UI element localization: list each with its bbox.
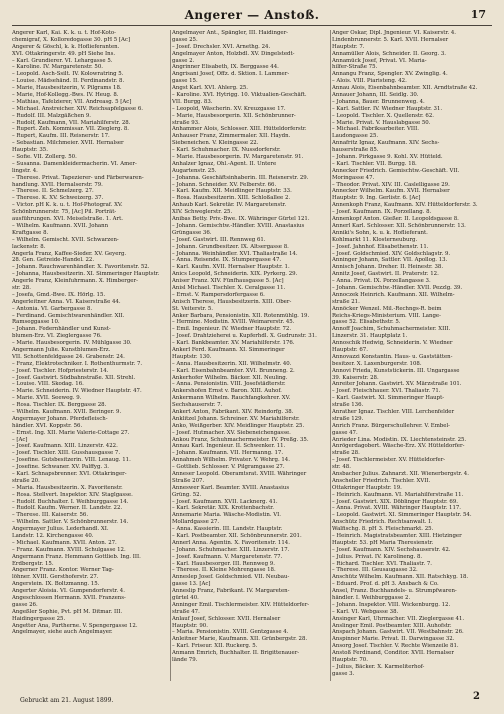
directory-entry: Anneslep Josef. Goldschmied. VII. Neubau- <box>172 574 290 581</box>
directory-entry: Anlauf Josef, Schlosser. XVII. Hernalser <box>172 615 281 622</box>
directory-entry: – Marie. Privat. V. Hauslabgasse 50. <box>332 119 431 126</box>
directory-entry: – Michael. Kaufmann. XVII. Anton. 27. <box>12 539 117 546</box>
directory-entry: Angrinner Elisabeth, IX. Berggasse 44. <box>172 64 279 71</box>
directory-entry: Angelmayer Anton, Holzbdl. XV. Dingelstedt- <box>172 50 295 57</box>
directory-entry: Annoczek Heinrich. Kaufmann. XII. Wilhelm- <box>332 291 455 298</box>
directory-entry: Ankou Franz, Schuhmachermeister. IV. Preßg. 35. <box>172 436 309 443</box>
directory-entry: – Rosa. Tischler. IX. Berggasse 28. <box>12 402 107 409</box>
directory-entry: Aniser Franz. XIV. Fünfhausgasse 5. [Ac] <box>172 278 284 285</box>
directory-entry: – Josef. Kaufmann. XIII. Linzerstr. 422. <box>12 443 118 450</box>
directory-entry: Anneser Leopold. Oberamtsrat. XVIII. Währinger <box>172 471 307 477</box>
directory-entry: – Therese. III. Kaiserstr. 56. <box>12 512 89 519</box>
directory-entry: – Karl. Gastwirt. XI. Simmeringer Haupt- <box>332 395 445 402</box>
directory-entry: Anrather Ignaz. Tischler. VIII. Lerchenfelder <box>332 408 455 415</box>
directory-entry: Angelmayer Ant., Spängler, III. Haidinger- <box>172 30 288 36</box>
directory-entry: – Alois. VIII. Piaristeng. 42. <box>332 78 407 85</box>
directory-entry: str. 28. <box>12 284 31 291</box>
directory-entry: – Maria. Pensionistin. XVIII. Gentzgasse 4. <box>172 629 289 636</box>
directory-entry: – Emil. Ingenieur. IV. Wiedner Hauptstr. 72. <box>172 326 292 333</box>
directory-entry: – Johann. Gemischtw.-Händler. XVIII. Anastasius <box>172 222 305 229</box>
directory-entry: – Josef. Gastwirt. XIX. Döblinger Hauptstr. 69. <box>332 498 458 505</box>
directory-entry: Annoschik Hedwig, Schneiderin. V. Wiedner <box>332 340 453 347</box>
directory-entry: – Karl. Postbeamter. XII. Schönbrunnerstr. 201. <box>172 533 302 540</box>
directory-entry: Landstr. 12. Kirchengasse 40. <box>12 533 94 540</box>
directory-entry: Hauptstr. 90. <box>172 622 208 629</box>
directory-entry: Angerner Franz. Kontor. Werner Tag- <box>12 567 114 574</box>
directory-entry: löhner. XVIII. Gersthoferstr. 27. <box>12 574 99 581</box>
directory-entry: – Sofie. VII. Zollerg. 50. <box>12 154 77 161</box>
directory-entry: – Gottlieb. Schlosser. V. Pilgramgasse 27. <box>172 464 285 471</box>
directory-entry: – Theodor. Privat. XIV. III. Caslelligasse 29. <box>332 181 450 188</box>
directory-entry: Anko, Weißgerber. XIV. Meidlinger Hauptstr. 25. <box>172 422 305 429</box>
directory-entry: Sechshauserstr. 7. <box>172 402 223 409</box>
directory-entry: – Karl. VI. Webgasse 38. <box>332 608 399 615</box>
directory-entry: – Josef. Fleischhauer. XVI. Thaliastr. 71. <box>332 388 441 395</box>
directory-entry: – Karl. Schnapsbrenner. XVI. Ottakringer- <box>12 471 127 477</box>
directory-entry: Annamüller Alois, Schneider. II. Georg. 3. <box>332 50 446 57</box>
directory-entry: VII. Schottenfeldgasse 24. Grabenstr. 24. <box>12 353 125 360</box>
directory-entry: – Wilhelm. Gemischt. XVII. Schwarzen- <box>12 236 119 243</box>
directory-entry: Anninger Emil. Tischlermeister. XIV. Hütteldorfer- <box>172 601 310 608</box>
directory-entry: – Karl. Grundierer. VI. Lehargasse 5. <box>12 57 113 64</box>
directory-entry: Annafritz Ignaz, Kaufmann. XIV. Sechs- <box>332 140 440 147</box>
directory-entry: Annau Alois, Eisenbahnbeamter. XII. Arndtstraße 42. <box>332 85 478 92</box>
directory-entry: Anhalzer Ignaz, Ohl.-Agent. II. Untere <box>172 160 277 167</box>
directory-entry: – Leopold. Asch-Ssilt. IV. Kolowratring 5. <box>12 71 124 78</box>
sheet-mark: 2 <box>473 691 480 702</box>
directory-entry: – Rudolf, Kaufmann, VII. Mariahilferstr. 28. <box>12 119 131 126</box>
directory-entry: gasse 25. <box>172 36 198 43</box>
directory-entry: Anneswer Karl. Beamter. XVIII. Anastasius <box>172 484 290 491</box>
directory-entry: ausführungen. XVI. Meiselstraße. 1. Art. <box>12 216 124 223</box>
directory-entry: – Victor. pH K. k. u. t. Hof-Photograf. XV. <box>12 202 123 209</box>
directory-entry: Anisch Therese, Hausbesitzerin. XIII. Ober- <box>172 298 292 305</box>
directory-entry: – Michael. Anstreicher. XIV. Reichsapfelgasse 6. <box>12 105 143 112</box>
directory-entry: Anibas Betty. Priv.-Bwe. IX. Währinger Gürtel 121. <box>172 216 310 223</box>
column-1 <box>12 30 170 681</box>
directory-entry: Schönbrunnerstr. 75, [Ac] Pil. Porträt- <box>12 209 117 216</box>
directory-entry: – Leopold. Tischler. X. Quellenstr. 62. <box>332 112 434 119</box>
directory-entry: Ansel, Franz. Buchhandels- u. Strumpfwaren- <box>332 588 457 595</box>
directory-entry: Angermayer Johann. Pferdefleisch- <box>12 415 108 422</box>
directory-entry: Angerla Franz, Kaffee-Sieder. XV. Geyerg. <box>12 250 127 257</box>
directory-entry: – Karl. Bankbeamter. XV. Mariahilferstr. 176. <box>172 340 295 347</box>
directory-entry: Annahmeh Wilhelm. Privater. V. Wehrg. 14. <box>172 457 290 464</box>
directory-entry: – Johann. Grundbesitzer. IX. Altsergasse 8. <box>172 243 289 250</box>
directory-entry: Ankermann Wilhelm. Rauchfangkehrer. XV. <box>172 395 291 402</box>
directory-entry: – Anna. Privat. IX. Porzellangasse 3. <box>332 278 431 285</box>
directory-entry: Annauer Johann, III. Seidlg. 30. <box>332 92 419 99</box>
directory-entry: – Josef. Tischler. Hofpriesterstr. 14. <box>12 367 109 374</box>
directory-entry: – [Ac] <box>12 436 28 443</box>
directory-entry: – Therese. II. Schmelzerg. 27. <box>12 188 94 195</box>
directory-entry: – Karoline. IV. Margaretenstr. 50. <box>12 64 104 71</box>
directory-entry: Anrich Franz. Bürgerschullehrer. V. Embel- <box>332 422 450 429</box>
directory-entry: Annovazzi Konstantin. Haus- u. Gaststätten- <box>332 353 453 360</box>
directory-entry: Annitz Josef, Gastwirt. II. Praterstr. 12. <box>332 271 439 278</box>
directory-entry: gasse 3. <box>332 670 355 677</box>
directory-entry: Siebeneichen. V. Kleingasse 22. <box>172 140 259 147</box>
directory-entry: Angelmayer, siehe auch Angelmayer. <box>12 629 113 636</box>
directory-entry: Anhauser Franz, Zimmermaler. XII. Haydn. <box>172 133 291 140</box>
directory-entry: – Josef. Kaufmann. V. Margaretenstr. 77. <box>172 553 283 560</box>
directory-entry: chemigraf, X. Kolloredogasse 30. pH 5 [Ac] <box>12 36 131 43</box>
directory-entry: Straße 207. <box>172 477 205 484</box>
directory-entry: – Josef. Jahnhof. Elisabethenstr. 11. <box>332 243 429 250</box>
directory-entry: Moringasse 47. <box>332 174 375 181</box>
directory-entry: gasse 52. Elisabethstr. 5. <box>332 319 401 326</box>
column-3 <box>332 30 490 681</box>
directory-entry: – Therese. III. Geusaugasse 32. <box>332 567 418 574</box>
directory-entry: – Johanna, Bauer. Brunnenweg. 4. <box>332 98 425 105</box>
directory-entry: Anhaub Karl. Sekretär. IV. Margaretenstr. <box>172 202 287 209</box>
directory-entry: handlung. XVII. Hernalserstr. 79. <box>12 181 103 188</box>
directory-entry: – Richard. Tischler. XVI. Thaliastr. 7. <box>332 560 432 567</box>
directory-entry: – Rudolf. Kaufm. Werner. II. Landstr. 22. <box>12 505 123 512</box>
page-number: 17 <box>470 8 486 21</box>
directory-entry: Ankershofen Ernst v. Baron. XIII. Auhof. <box>172 388 282 395</box>
directory-entry: Anleitner Marie, Kaufmann. XII. Grünbergstr. 28. <box>172 636 308 643</box>
directory-entry: gasse 15. <box>172 78 198 85</box>
directory-entry: gasse 13. [Ac] <box>172 581 211 588</box>
directory-entry: – Anna. Pensionistin. VIII. Josefstädterstr. <box>172 381 286 388</box>
directory-entry: – Karl. Sekretär. XIX. Krottenbachstr. <box>172 505 274 512</box>
directory-entry: Kohlmarkt 11. Klosterneuburg. <box>332 236 418 243</box>
directory-entry: – Johann. Schneider. XV. Felberstr. 66. <box>172 181 277 188</box>
directory-entry: – Julius. Privat. IV. Karolineng. 8. <box>332 553 423 560</box>
directory-entry: Annau Karl. Ingenieur. II. Schwenker. 11. <box>172 443 286 450</box>
directory-entry: Kraftgasse 8. <box>12 229 49 236</box>
directory-entry: St. Veiterstr. 5. <box>172 305 214 312</box>
directory-entry: Anneslip Franz, Fabrikant. IV. Margareten- <box>172 588 290 595</box>
directory-entry: – Johann. Rauchwarenhändler. X. Favoritenstr. 52. <box>12 264 150 271</box>
directory-entry: Anrögerdagobert. Wäsche-Erz. XV. Hütteldorfer- <box>332 443 465 450</box>
directory-entry: – Franz, Elektrotechniker. I. Rothenthurmstr. 7. <box>12 360 143 367</box>
directory-entry: – Wilhelm. Sattler. V. Schönbrunnerstr. 14. <box>12 519 129 526</box>
directory-entry: gürtel 40. <box>172 595 199 602</box>
directory-entry: Anmann Emrich, Buchhalter. II. Brigittenauer- <box>172 650 300 657</box>
directory-entry: Reichs-Kriegs-Ministerium. VIII. Lange- <box>332 312 441 319</box>
directory-entry: XVI. Ottakringerstr. 49. pH Siehe Ins. <box>12 50 116 57</box>
directory-entry: – Josef. Gastwirt. III. Rennweg 61. <box>172 236 266 243</box>
directory-entry: Lindenbrunnerstr. 5. Karl. XVII. Hernalser <box>332 36 449 43</box>
directory-entry: – Michael. Fabriksarbeiter. VIII. <box>332 126 419 133</box>
directory-entry: Hauptstr. 35. <box>12 147 48 154</box>
directory-entry: Annangu Franz, Spengler. XV. Zwinglig. 4. <box>332 71 448 78</box>
directory-entry: lingstr. 4. <box>12 167 38 174</box>
directory-entry: Anklitzel Johann. Schreiner. XV. Mariahilferstr. <box>172 415 300 422</box>
directory-entry: Grüngasse 36. <box>172 229 212 236</box>
directory-entry: – Johann. Kaufmann. VII. Hermanng. 17. <box>172 450 284 457</box>
directory-entry: Anniki's Sohn, k. u. k. Hoflieferant. <box>332 229 428 236</box>
directory-entry: – Eduard. Prof. d. pH 3. Ansbach & Co. <box>332 581 439 588</box>
directory-entry: Walfischg. 8. pH 3. Fleischmarkt. 25. <box>332 526 434 533</box>
directory-entry: – Anna. Hausbesitzerin. XII. Wilhelmstr. 40. <box>172 360 292 367</box>
directory-entry: Annenkopf Anton. Gießer. II. Leopoldsgasse 8. <box>332 216 459 223</box>
directory-entry: Annerl Anna. Agentin. X. Favoritenstr. 114. <box>172 539 290 546</box>
directory-entry: Annenkoph Franz, Kaufmann. XIV. Hütteldorferstr. 3. <box>332 202 478 209</box>
directory-entry: Angeßler Sophie, Pvt. pH M. Ditmar. III. <box>12 608 123 615</box>
directory-entry: XIV. Schweglerstr. 25. <box>172 209 233 216</box>
directory-entry: – Johanna. Geschäftsinhaberin. III. Reisnerstr. 29. <box>172 174 309 181</box>
directory-entry: – Johann. Inspektor. VIII. Wickenburgg. 12. <box>332 601 451 608</box>
directory-entry: – Marie, Hausbesitzerin, V. Pilgrams 18. <box>12 85 122 92</box>
directory-entry: Anger Oskar, Dipl. Jngenieur. VI. Kaiserstr. 4. <box>332 30 456 36</box>
directory-entry: Ankert Anton, Fabrikant. XIV. Reindorfg. 38. <box>172 408 294 415</box>
directory-entry: Ansorg Josef. Tischler. V. Rechte Wienzeile 81. <box>332 643 459 650</box>
directory-entry: – Johann. Federnhändler und Kunst- <box>12 326 111 333</box>
directory-entry: Ansbacher Julius. Zahnarzt. XII. Wienerbergstr. 4. <box>332 471 469 477</box>
directory-entry: – Karoline. XVI. Hytrigg. 10. Viktualien-Geschäft. <box>172 92 307 99</box>
directory-entry: straße 136. <box>332 402 364 409</box>
directory-entry: – Rupert. Zeh. Kommissar. VII. Zieglerg. 8. <box>12 126 130 133</box>
directory-entry: – Johann. Gemischtw.-Händler. XVII. Pezzlg. 39. <box>332 284 463 291</box>
directory-entry: gasse 47. <box>332 429 358 436</box>
directory-entry: Anics Leopold, Schneiderin. XIX. Pyrkerg. 29. <box>172 271 298 278</box>
directory-entry: Hauptstr. 9. Ing. Gerlistr. 6. [Ac] <box>332 195 421 202</box>
directory-entry: – Josef. Kaufmann. IX. Porzellang. 8. <box>332 209 432 216</box>
directory-entry: – Marie. Hausbesorgerin. IV. Margaretenstr. 91. <box>172 154 304 161</box>
directory-entry: Annoff Joachim, Schuhmachermeister. XIII. <box>332 326 451 333</box>
directory-entry: straße 21. <box>332 298 360 305</box>
directory-entry: – Josefine. Schwaner. XV. Palffyg. 3. <box>12 464 109 471</box>
directory-entry: – Franz. Kaufmann. XVIII. Schulgasse 12. <box>12 546 126 553</box>
directory-entry: Annöcker Wenzel. Mil.-Rechngs-R. beim <box>332 305 442 312</box>
directory-entry: Hauptstr. 7. <box>332 43 365 50</box>
directory-entry: Angrisani Josef, Offz. d. Sktion. I. Lammer- <box>172 71 290 78</box>
directory-entry: – Rupert, Kaufm. III. Reisnerstr. 17. <box>12 133 110 140</box>
directory-entry: Anrieder Lina. Modistin. IX. Liechtensteinstr. 25. <box>332 436 467 443</box>
directory-entry: straße 28. <box>332 450 360 457</box>
directory-entry: – Rosa. Hausbesitzerin. XIII. Schloßallee 2. <box>172 195 291 202</box>
directory-entry: – Josef. Kaufmann. XVII. Lacknerg. 41. <box>172 498 278 505</box>
print-date-note: Gebruckt am 21. August 1899. <box>20 697 114 704</box>
directory-entry: Mollardgasse 27. <box>172 519 220 526</box>
directory-entry: Anker Barbara, Pensionistin. XII. Rotenmühlg. 19. <box>172 312 310 319</box>
directory-entry: – Leopold, Wäscherin. XV. Kreuzgasse 17. <box>172 105 286 112</box>
directory-entry: Anstoß Ferdinand, Conditor. XVII. Hernalser <box>332 650 454 657</box>
directory-entry: straße 20. <box>12 477 40 484</box>
directory-entry: – Louise. VIII. Skodag. 16. <box>12 381 84 388</box>
directory-entry: – Hermine. Modistin. XVIII. Weimarerstr. 45. <box>172 319 295 326</box>
directory-entry: – Sebastian. Milchmeier. XVII. Hernalser <box>12 140 124 147</box>
directory-entry: gasse 2. <box>172 57 195 64</box>
directory-entry: Ankerhofer Wilhelm. Bäcker. XII. Neuling. <box>172 374 288 381</box>
directory-entry: Angerter Aloisia. VI. Gumpendorferstr. 4. <box>12 588 125 595</box>
directory-entry: – Therese. K. XV. Schweizerg. 37. <box>12 195 104 202</box>
directory-entry: 39. Kaiserstr. 28. <box>332 374 379 381</box>
directory-entry: Annemarie Maria. Wäsche-Modistin. VI. <box>172 512 282 519</box>
directory-entry: – Josefa, Gmd.-Bwe. IX. Hörlg. 15. <box>12 291 106 298</box>
directory-entry: – Johanna. Weinhändler. XVI. Thaliastraße 14. <box>172 250 298 257</box>
directory-entry: – Heinrich. Kaufmann. VI. Mariahilferstraße 11. <box>332 491 464 498</box>
directory-entry: – Therese. II. Kleine Mohrengasse 18. <box>172 567 276 574</box>
directory-entry: – Karl. Tischler. VII. Burgg. 18. <box>332 160 417 167</box>
directory-entry: – Marie. Schneiderin. IV. Wiedner Hauptstr. 47. <box>12 388 142 395</box>
directory-entry: – Heinrich. Magistratsbeamter. XIII. Hietzinger <box>332 533 462 540</box>
directory-entry: – Wilhelm. Kaufmann. XVII. Beringer. 9. <box>12 408 122 415</box>
directory-entry: – Anna. Privat. XVIII. Währinger Hauptstr. 117. <box>332 505 462 512</box>
directory-entry: – Josefine. Gutsbesitzerin. VIII. Lenaug. 11. <box>12 457 131 464</box>
directory-entry: – Josef. Drahtzieherei u. Kupferhdl. X. Gudrunstr. 31. <box>172 333 317 340</box>
directory-entry: – Anna. Kassierin. III. Landstr. Hauptstr. <box>172 526 283 533</box>
directory-entry: Haidingergasse 25. <box>12 615 66 622</box>
directory-entry: Ottakringer Hauptstr. 19. <box>332 484 402 491</box>
directory-entry: Angerle Franz, Kleinfuhrmann. X. Himberger- <box>12 278 138 285</box>
directory-entry: – Josef. Goldschmied. XIV. Goldschlagstr. 9. <box>332 250 451 257</box>
page-title: Angerer — Anstoß. <box>184 8 320 22</box>
directory-entry: Ansinger Karl, Uhrmacher. VII. Zieglergasse 41. <box>332 615 465 622</box>
directory-entry: – Ernst. V. Rampersdorfergasse 6. <box>172 291 265 298</box>
directory-entry: – Josef. Tischler. XIII. Gusshausgasse 7. <box>12 450 121 457</box>
directory-entry: – Rosa. Stellvert. Inspektor. XIV. Staglgasse. <box>12 491 133 498</box>
column-2 <box>172 30 330 681</box>
directory-entry: Annerl Karl. Schlosser. XII. Schönbrunnerstr. 13. <box>332 222 466 229</box>
directory-entry: – Karl. Sattler. IV. Wiedner Hauptstr. 31. <box>332 105 443 112</box>
directory-entry: – Marie, Hof-Kollegg.-Bws. IV. Heug. 8. <box>12 92 119 99</box>
directory-entry: – Anna. Reisende. IX. Stumpergasse 47. <box>172 257 282 264</box>
directory-entry: Hauptstr. 130. <box>172 353 212 360</box>
directory-entry: – Josef. Gastwirt. Südbahnstraße. XII. Strehl. <box>12 374 136 381</box>
directory-entry: – Rudolf. III. Malzgäßchen 9. <box>12 112 91 119</box>
directory-entry: Anreiter Johann. Gastwirt. XV. Märzstraße 101. <box>332 381 462 388</box>
directory-entry: Angeschlossen Hermann. XVII. Franzens- <box>12 595 126 602</box>
directory-entry: Angermann Franz. Hemmann Gottlieb. Ing. III. <box>12 553 141 560</box>
directory-entry: – Wilhelm. Kaufmann. XVII. Johann <box>12 222 109 229</box>
directory-entry: Hauptstr. 67. <box>332 346 368 353</box>
directory-entry: Anslinger Emil. Postbeamter. XIII. Auhofstr. <box>332 622 452 629</box>
directory-entry: straße 93. <box>172 119 200 126</box>
directory-entry: Anschütz Wilhelm. Kaufmann. XII. Ratschkyg. 18. <box>332 574 469 581</box>
directory-entry: – Josef. Kaufmann. XIV. Sechshauserstr. 42. <box>332 546 451 553</box>
directory-entry: Annecker Friedrich. Gemischtw.-Geschäft. VII. <box>332 167 460 174</box>
directory-entry: – Julius, Bäcker. X. Karmeliterhof- <box>332 663 425 670</box>
directory-entry: händler. XVI. Koppstr. 56. <box>12 422 83 429</box>
directory-entry: Angermayer Julius. Lederhandl. XI. <box>12 526 109 533</box>
directory-entry: – Josef. Drechsler. XVI. Arnethg. 24. <box>172 43 271 50</box>
directory-entry: Hauptstr. 53. pH Maria Theresienstr. <box>332 539 434 546</box>
directory-entry: – Karl. Schuhmacher. IX. Nussdorferstr. <box>172 147 281 154</box>
directory-entry: – Maria. Hausbesitzerin. X. Favoritenstr. <box>12 484 123 491</box>
directory-entry: gasse 26. <box>12 601 38 608</box>
page-header <box>10 8 494 22</box>
directory-entry: VII. Burgg. 83. <box>172 98 213 105</box>
directory-entry: Hauptstr. 70. <box>332 657 368 664</box>
directory-entry: – Karl. Kaufm. XII. Meidlinger Hauptstr. 33. <box>172 188 292 195</box>
directory-entry: – Mathias, Tafelzierer, VII. Andreasg. 5 [Ac] <box>12 98 132 105</box>
directory-entry: Anninger Johann, Sattler. VII. Apollog. 13. <box>332 257 448 264</box>
directory-entry: Anhammer Alois, Schlosser. XIII. Hütteldorferstr. <box>172 126 307 133</box>
directory-entry: Angerer Karl, Kai. K. k. u. t. Hof-Koto- <box>12 30 116 36</box>
directory-entry: lände 79. <box>172 657 198 664</box>
directory-entry: str. 48. <box>332 464 351 471</box>
directory-entry: 28. Gen. Getreide-Handel. 22. <box>12 257 95 264</box>
directory-entry: – Therese. Privat. Tapezierer- und Färberwaren- <box>12 174 144 181</box>
directory-entry: – Karl. Eisenbahnbeamter. XVI. Brunneng. 2. <box>172 367 295 374</box>
directory-entry: – Karl. Hausbesorger. III. Rennweg 9. <box>172 560 275 567</box>
directory-entry: straße 47. <box>172 608 200 615</box>
directory-entry: Anisl Michael. Tischler. X. Ceralgasse 11. <box>172 284 286 291</box>
directory-entry: händler. I. Weihburggasse 2. <box>332 595 411 602</box>
directory-entry: hilfer-Straße 75. <box>332 64 378 71</box>
directory-entry: Erdbergstr. 15. <box>12 560 54 567</box>
directory-entry: – Johanna, Hausbesitzerin. XI. Simmeringer Hauptstr. <box>12 271 160 278</box>
directory-entry: Angerer & Göschl, k. k. Hoflieferanten. <box>12 43 120 50</box>
directory-entry: – Susanna. Damenkleidermacherin. VI. Amer- <box>12 160 137 167</box>
directory-entry: blumen-Erz. VI. Zieglergasse 76. <box>12 333 102 340</box>
header-rule <box>12 25 492 26</box>
directory-entry: – Karl. Friseur. XII. Ruckerg. 5. <box>172 643 258 650</box>
directory-entry: Annecker Wilhelm. Kaufm. XVII. Hernalser <box>332 188 450 195</box>
directory-entry: besitzer. X. Laxenburgerstr. 108. <box>332 360 422 367</box>
directory-entry: – Johann. Schuhmacher. XIII. Linzerstr. 17. <box>172 546 290 553</box>
directory-entry: Augartenstr. 25. <box>172 167 217 174</box>
directory-entry: – Ferdinand. Gemischtwarenhändler. XII. <box>12 312 125 319</box>
directory-entry: Angetter Ana, Partherne. V. Spengergasse 12. <box>12 622 138 629</box>
directory-entry: Angerleitner Anna. VI. Kaiserstraße 44. <box>12 298 121 305</box>
directory-entry: Anspinner Marie. Privat. II. Darwingasse 32. <box>332 636 455 643</box>
directory-entry: – Antonia. VI. Garbergasse 8. <box>12 305 93 312</box>
directory-entry: Grüng. 52. <box>172 491 202 498</box>
directory-entry: Ankerl Ferd. Kaufmann. XI. Simmeringer <box>172 346 285 353</box>
directory-entry: Angermann Julie. Kunstblumen-Erz. <box>12 346 111 353</box>
directory-entry: Annamück Josef, Privat. VI. Maria- <box>332 57 427 64</box>
directory-entry: lackenstr. 8. <box>12 243 46 250</box>
directory-entry: – Marie. Hausbesorgerin. IV. Mühlgasse 30. <box>12 340 132 347</box>
directory-entry: Anscheller Friedrich. Tischler. XVII. <box>332 477 431 484</box>
directory-entry: Annovi Frieda, Kunststickerin. III. Ungargasse <box>332 367 460 374</box>
directory-entry: Angst Karl. XVI. Ahlerg. 25. <box>172 85 249 92</box>
directory-entry: – Louise. Mädsehänd. II. Ferdinandstr. 8. <box>12 78 125 85</box>
directory-entry: Ramseggasse 10. <box>12 319 60 326</box>
directory-entry: Laudongasse 25. <box>332 133 379 140</box>
directory-entry: – Rudolf. Buchhalter. I. Weihburggasse 14. <box>12 498 129 505</box>
directory-entry: – Leopold. Gastwirt. XI. Simmeringer Hauptstr. 54. <box>332 512 472 519</box>
column-divider-1 <box>170 30 171 681</box>
directory-entry: – Ernst. Ing. XII. Marie Valerie-Cottage 27. <box>12 429 130 436</box>
directory-entry: hauserstraße 85. <box>332 147 379 154</box>
directory-entry: – Josef. Hutmacher. XV. Siebeneichengasse. <box>172 429 291 436</box>
directory-entry: Anspach Johann. Gastwirt. VII. Westbahnstr. 26. <box>332 629 464 636</box>
directory-entry: straße 129. <box>332 415 364 422</box>
directory-entry: – Marie, Hausbesorgerin. XII. Schönbrunner- <box>172 112 296 119</box>
directory-entry: – Karl. Kaufm. XVII. Hernalser Hauptstr. 1. <box>172 264 290 271</box>
column-divider-2 <box>330 30 331 681</box>
directory-entry: Anschütz Friedrich. Rechtsanwalt. I. <box>332 519 433 526</box>
directory-entry: Linzerstr. 31. Hauptplatz 1. <box>332 333 408 340</box>
directory-entry: Annisch Johann. Dreher. II. Heinestr. 38. <box>332 264 444 271</box>
directory-entry: Angerstein. IX. Boltzmanng. 15. <box>12 581 100 588</box>
directory-entry: – Josef. Tischlermeister. XV. Hütteldorfer- <box>332 457 446 464</box>
directory-entry: – Johann. Pirkgasse 9. Kohl. XV. Hütteld. <box>332 154 443 161</box>
directory-entry: – Marie. XVII. Seeweg. 9. <box>12 395 82 402</box>
